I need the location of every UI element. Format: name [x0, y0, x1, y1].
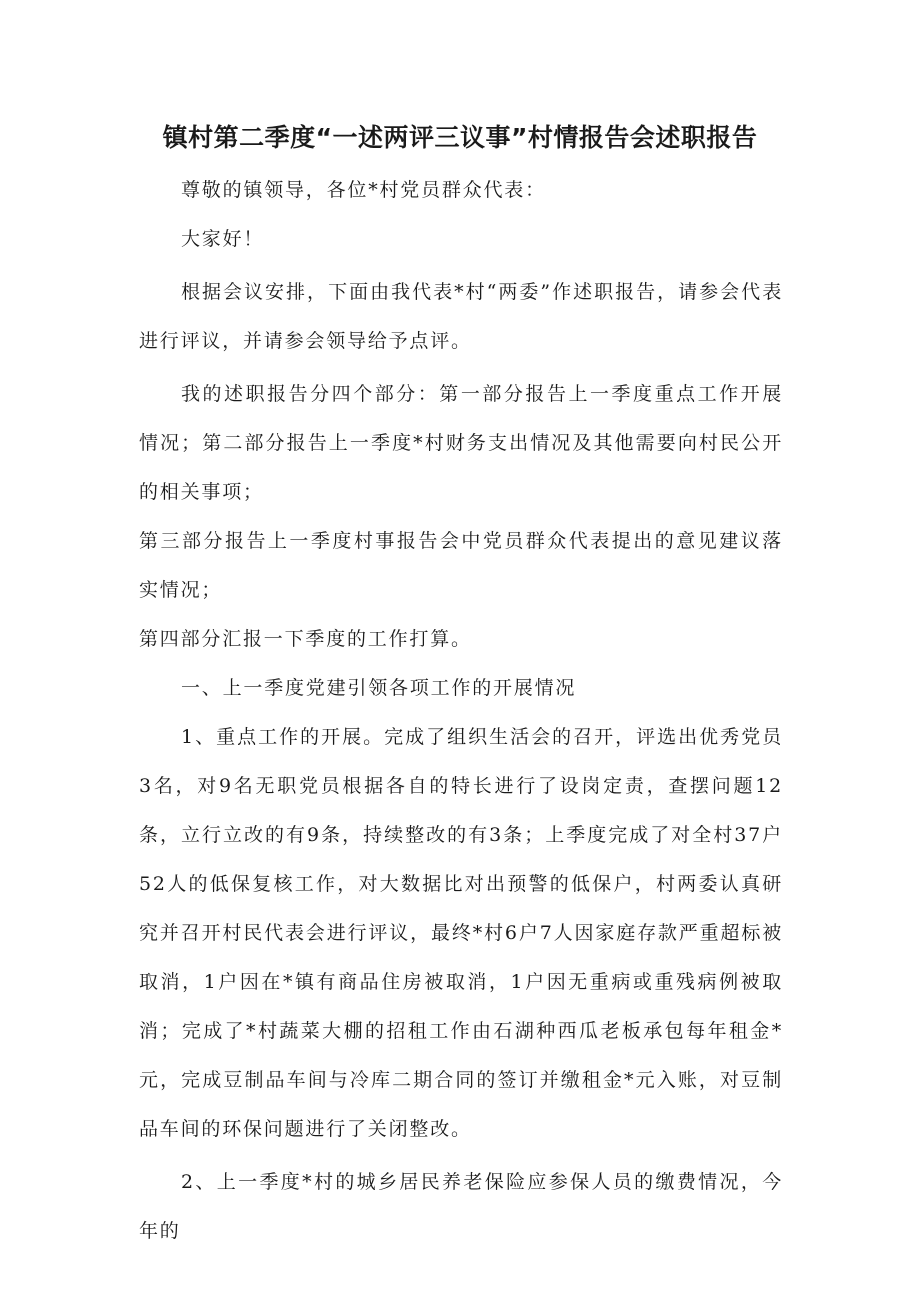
paragraph-pension: 2、上一季度*村的城乡居民养老保险应参保人员的缴费情况，今年的 [139, 1171, 783, 1242]
paragraph-outline: 我的述职报告分四个部分：第一部分报告上一季度重点工作开展情况；第二部分报告上一季度*村财务支出情况及其他需要向村民公开的相关事项； [139, 383, 783, 503]
paragraph-key-work: 1、重点工作的开展。完成了组织生活会的召开，评选出优秀党员3名，对9名无职党员根据各自的特长进行了设岗定责，查摆问题12条，立行立改的有9条，持续整改的有3条；上季度完成了对全村37户52人的低保复核工作，对大数据比对出预警的低保户，村两委认真研究并召开村民代表会进行评议，最终*村6户7人因家庭存款严重超标被取消，1户因在*镇有商品住房被取消，1户因无重病或重残病例被取消；完成了*村蔬菜大棚的招租工作由石湖种西瓜老板承包每年租金*元，完成豆制品车间与冷库二期合同的签订并缴租金*元入账，对豆制品车间的环保问题进行了关闭整改。 [139, 726, 783, 1140]
paragraph-arrangement: 根据会议安排，下面由我代表*村“两委”作述职报告，请参会代表进行评议，并请参会领导给予点评。 [139, 281, 783, 352]
document-body [139, 166, 783, 1256]
document-title: 镇村第二季度“一述两评三议事”村情报告会述职报告 [162, 123, 758, 152]
paragraph-greeting: 大家好！ [181, 228, 265, 250]
section-heading-one: 一、上一季度党建引领各项工作的开展情况 [181, 677, 577, 699]
paragraph-part-four: 第四部分汇报一下季度的工作打算。 [139, 628, 472, 650]
paragraph-part-three: 第三部分报告上一季度村事报告会中党员群众代表提出的意见建议落实情况； [139, 530, 783, 601]
paragraph-salutation: 尊敬的镇领导，各位*村党员群众代表： [181, 179, 546, 201]
